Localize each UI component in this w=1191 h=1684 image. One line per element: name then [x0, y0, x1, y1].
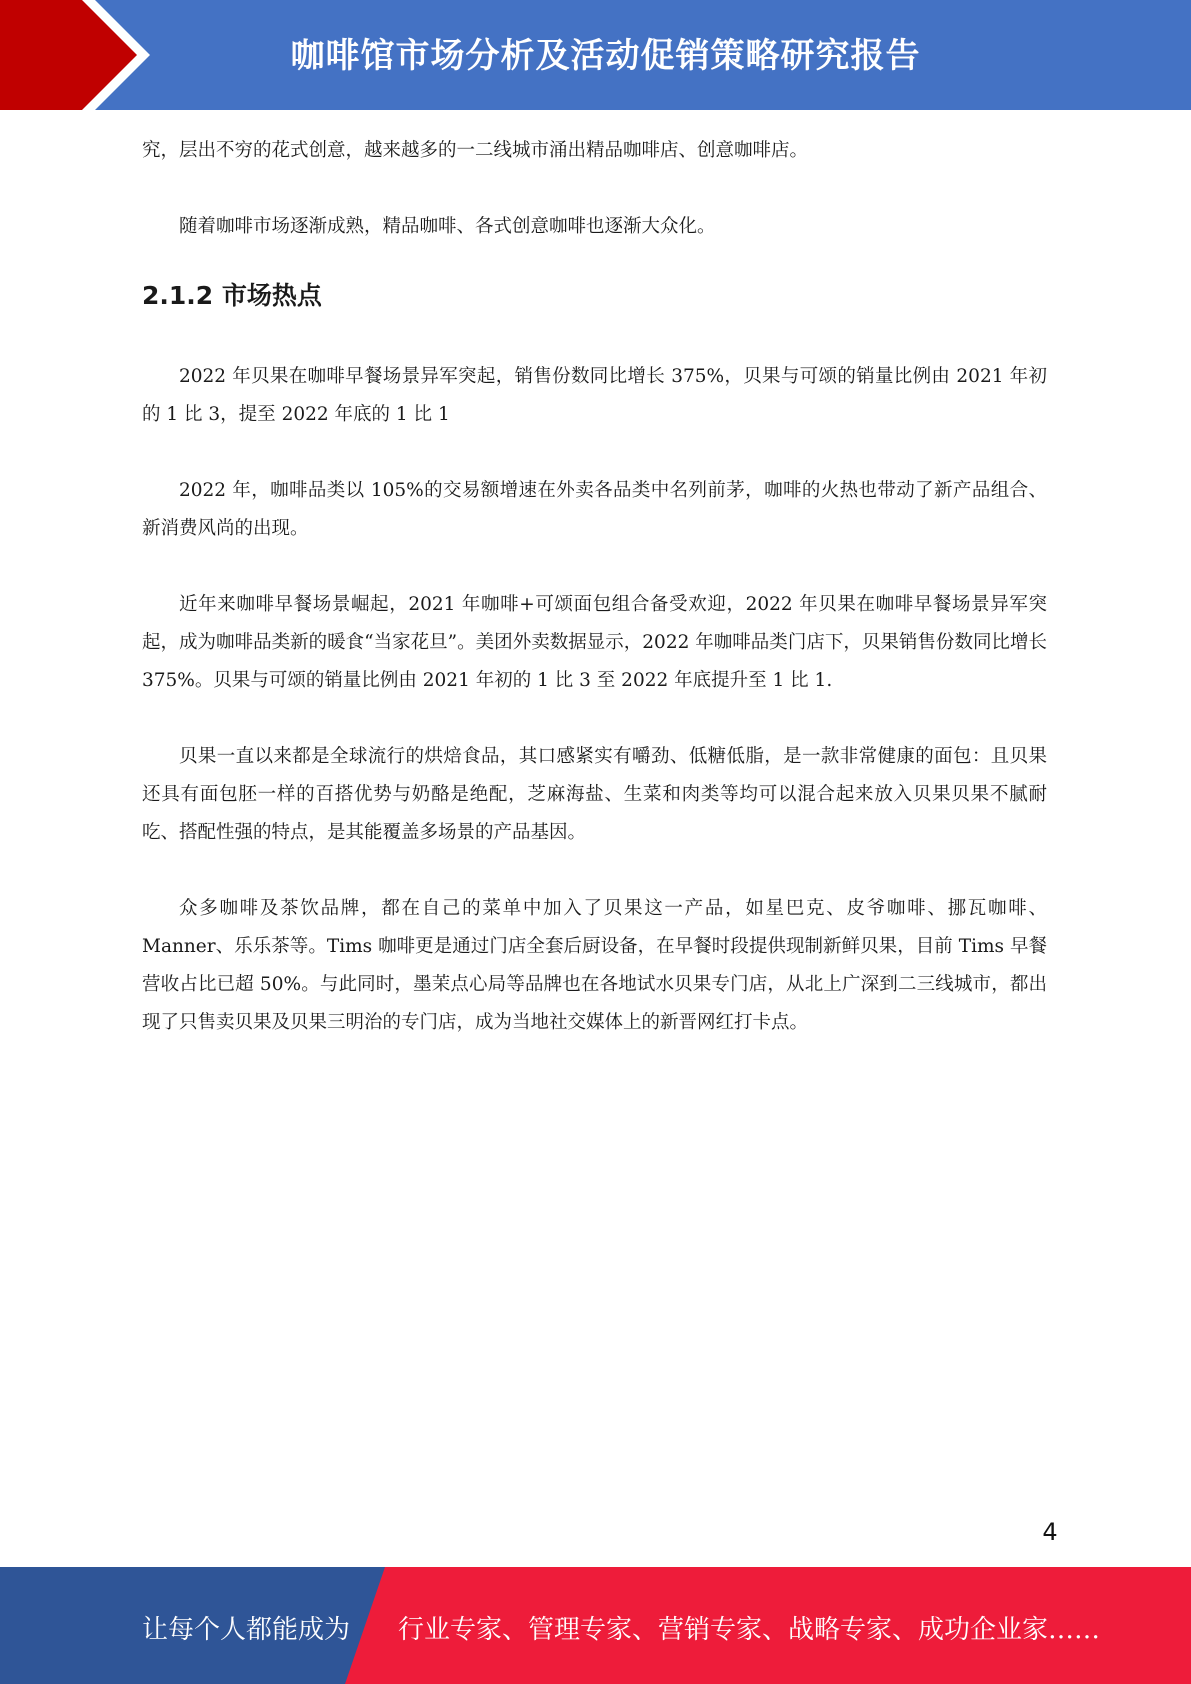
paragraph: 2022 年，咖啡品类以 105%的交易额增速在外卖各品类中名列前茅，咖啡的火热也带动了新产品组合、新消费风尚的出现。 [142, 480, 1047, 539]
page-footer [0, 1567, 1191, 1684]
paragraph: 2022 年贝果在咖啡早餐场景异军突起，销售份数同比增长 375%，贝果与可颂的销量比例由 2021 年初的 1 比 3，提至 2022 年底的 1 比 1 [142, 366, 1047, 425]
paragraph: 近年来咖啡早餐场景崛起，2021 年咖啡+可颂面包组合备受欢迎，2022 年贝果在咖啡早餐场景异军突起，成为咖啡品类新的暖食“当家花旦”。美团外卖数据显示，2022 年咖啡品类门店下，贝果销售份数同比增长 375%。贝果与可颂的销量比例由 2021 年初的 1 比 3 至 2022 年底提升至 1 比 1. [142, 594, 1047, 691]
page-number: 4 [1042, 1518, 1058, 1546]
page-header [0, 0, 1191, 110]
section-heading: 2.1.2 市场热点 [142, 281, 322, 310]
footer-slogan-left: 让每个人都能成为 [142, 1615, 351, 1645]
paragraph: 贝果一直以来都是全球流行的烘焙食品，其口感紧实有嚼劲、低糖低脂，是一款非常健康的面包：且贝果还具有面包胚一样的百搭优势与奶酪是绝配，芝麻海盐、生菜和肉类等均可以混合起来放入贝果贝果不腻耐吃、搭配性强的特点，是其能覆盖多场景的产品基因。 [142, 746, 1047, 843]
paragraph: 众多咖啡及茶饮品牌，都在自己的菜单中加入了贝果这一产品，如星巴克、皮爷咖啡、挪瓦咖啡、Manner、乐乐茶等。Tims 咖啡更是通过门店全套后厨设备，在早餐时段提供现制新鲜贝果，目前 Tims 早餐营收占比已超 50%。与此同时，墨茉点心局等品牌也在各地试水贝果专门店，从北上广深到二三线城市，都出现了只售卖贝果及贝果三明治的专门店，成为当地社交媒体上的新晋网红打卡点。 [142, 898, 1047, 1033]
footer-slogan-right: 行业专家、管理专家、营销专家、战略专家、成功企业家…… [398, 1615, 1101, 1645]
paragraph: 随着咖啡市场逐渐成熟，精品咖啡、各式创意咖啡也逐渐大众化。 [179, 216, 716, 237]
paragraph: 究，层出不穷的花式创意，越来越多的一二线城市涌出精品咖啡店、创意咖啡店。 [142, 140, 809, 161]
report-title: 咖啡馆市场分析及活动促销策略研究报告 [290, 36, 921, 76]
document-body [142, 132, 1047, 1042]
